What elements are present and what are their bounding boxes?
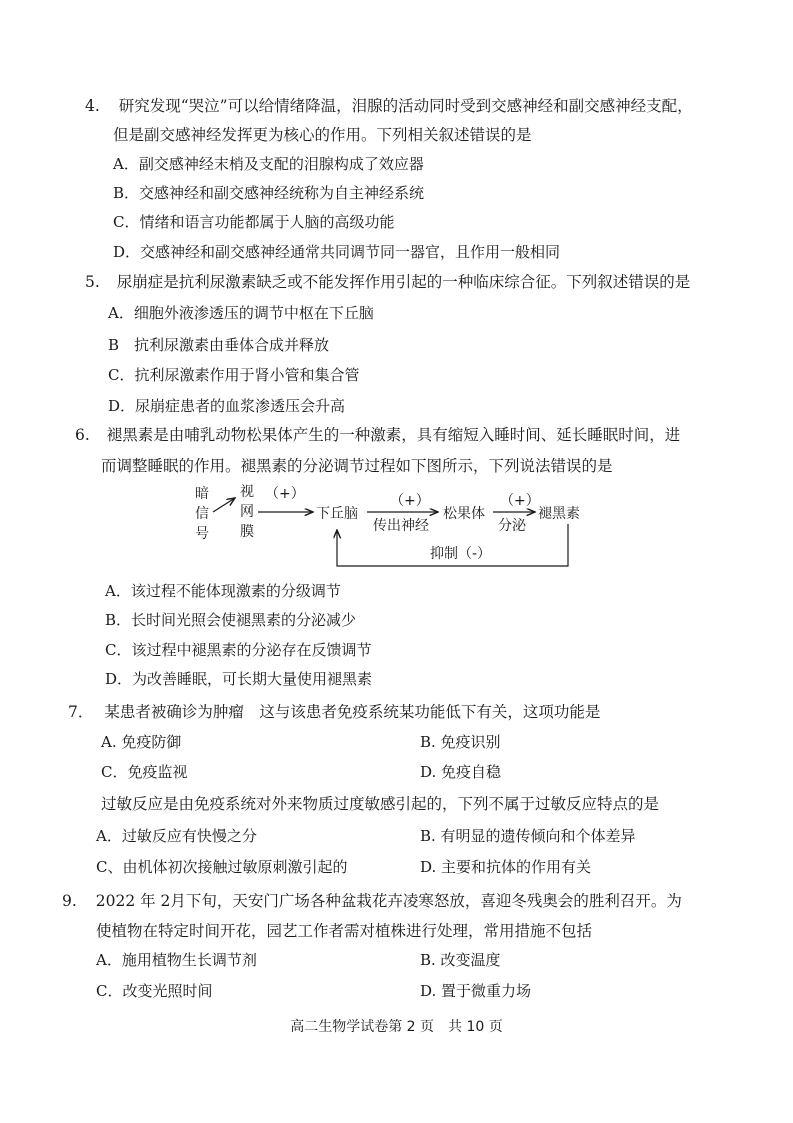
q4-option-b: B．交感神经和副交感神经统称为自主神经系统 <box>113 184 425 202</box>
q7-option-a: A. 免疫防御 <box>101 733 182 751</box>
diagram-secretion-label: 分泌 <box>498 518 526 534</box>
q5-option-b: B 抗利尿激素由垂体合成并释放 <box>108 336 330 354</box>
diagram-retina-char3: 膜 <box>240 524 254 540</box>
diagram-plus-2: （+） <box>390 493 430 509</box>
q9-option-a: A．施用植物生长调节剂 <box>96 951 257 969</box>
q6-option-d: D．为改善睡眠，可长期大量使用褪黑素 <box>105 670 373 688</box>
q8-option-c: C、由机体初次接触过敏原刺激引起的 <box>96 858 348 876</box>
diagram-plus-3: （+） <box>500 493 540 509</box>
q4-stem-text1: 研究发现“哭泣”可以给情绪降温，泪腺的活动同时受到交感神经和副交感神经支配， <box>118 97 693 115</box>
q8-option-b: B. 有明显的遗传倾向和个体差异 <box>420 827 636 845</box>
q8-stem-line1: 过敏反应是由免疫系统对外来物质过度敏感引起的，下列不属于过敏反应特点的是 <box>101 795 660 813</box>
q9-number: 9. <box>62 892 77 910</box>
q7-stem-text1: 某患者被确诊为肿瘤 这与该患者免疫系统某功能低下有关，这项功能是 <box>104 703 601 721</box>
q4-number: 4. <box>85 97 100 115</box>
q6-stem-line1 <box>75 425 680 445</box>
diagram-arrow-signal-retina <box>213 498 235 512</box>
diagram-plus-1: （+） <box>265 486 305 502</box>
q9-option-b: B. 改变温度 <box>420 951 501 969</box>
q5-stem-line1 <box>85 272 690 292</box>
q5-number: 5. <box>85 273 100 291</box>
q9-stem-line1 <box>62 891 682 911</box>
melatonin-regulation-diagram <box>185 478 605 578</box>
q9-stem-text1: 2022 年 2月下旬，天安门广场各种盆栽花卉凌寒怒放，喜迎冬残奥会的胜利召开。为 <box>95 892 682 910</box>
q8-option-d: D. 主要和抗体的作用有关 <box>420 858 592 876</box>
q6-stem-text1: 褪黑素是由哺乳动物松果体产生的一种激素，具有缩短入睡时间、延长睡眠时间，进 <box>106 426 681 444</box>
diagram-inhibit-label: 抑制（-） <box>430 546 492 562</box>
q5-option-c: C．抗利尿激素作用于肾小管和集合管 <box>108 366 360 384</box>
diagram-signal-char3: 号 <box>195 526 209 542</box>
diagram-pineal: 松果体 <box>443 506 485 522</box>
q7-option-b: B. 免疫识别 <box>420 733 501 751</box>
q7-stem-line1 <box>68 702 600 722</box>
q5-option-d: D．尿崩症患者的血浆渗透压会升高 <box>108 397 346 415</box>
q7-option-c: C．免疫监视 <box>101 763 188 781</box>
q4-option-d: D．交感神经和副交感神经通常共同调节同一器官，且作用一般相同 <box>113 243 561 261</box>
q7-option-d: D. 免疫自稳 <box>420 763 502 781</box>
q6-option-a: A．该过程不能体现激素的分级调节 <box>105 582 341 600</box>
q6-number: 6. <box>75 426 90 444</box>
diagram-melatonin: 褪黑素 <box>538 506 580 522</box>
q6-option-c: C．该过程中褪黑素的分泌存在反馈调节 <box>105 641 372 659</box>
q4-option-a: A．副交感神经末梢及支配的泪腺构成了效应器 <box>113 155 424 173</box>
diagram-signal-char1: 暗 <box>195 486 209 502</box>
diagram-signal-char2: 信 <box>195 506 209 522</box>
page-footer: 高二生物学试卷第 2 页 共 10 页 <box>290 1019 503 1035</box>
q4-stem-line1 <box>85 96 693 116</box>
diagram-hypothalamus: 下丘脑 <box>316 506 358 522</box>
q9-option-d: D. 置于微重力场 <box>420 982 532 1000</box>
q6-option-b: B．长时间光照会使褪黑素的分泌减少 <box>105 611 357 629</box>
q4-stem-line2: 但是副交感神经发挥更为核心的作用。下列相关叙述错误的是 <box>113 126 532 144</box>
q5-stem-text1: 尿崩症是抗利尿激素缺乏或不能发挥作用引起的一种临床综合征。下列叙述错误的是 <box>116 273 691 291</box>
q4-option-c: C．情绪和语言功能都属于人脑的高级功能 <box>113 213 395 231</box>
diagram-nerve-label: 传出神经 <box>373 518 429 534</box>
q8-option-a: A．过敏反应有快慢之分 <box>96 827 257 845</box>
q7-number: 7． <box>68 703 94 721</box>
q9-option-c: C．改变光照时间 <box>96 982 213 1000</box>
q9-stem-line2: 使植物在特定时间开花，园艺工作者需对植株进行处理，常用措施不包括 <box>96 922 593 940</box>
diagram-retina-char2: 网 <box>240 504 254 520</box>
q6-stem-line2: 而调整睡眠的作用。褪黑素的分泌调节过程如下图所示，下列说法错误的是 <box>101 457 613 475</box>
diagram-retina-char1: 视 <box>240 484 254 500</box>
q5-option-a: A．细胞外液渗透压的调节中枢在下丘脑 <box>108 304 374 322</box>
